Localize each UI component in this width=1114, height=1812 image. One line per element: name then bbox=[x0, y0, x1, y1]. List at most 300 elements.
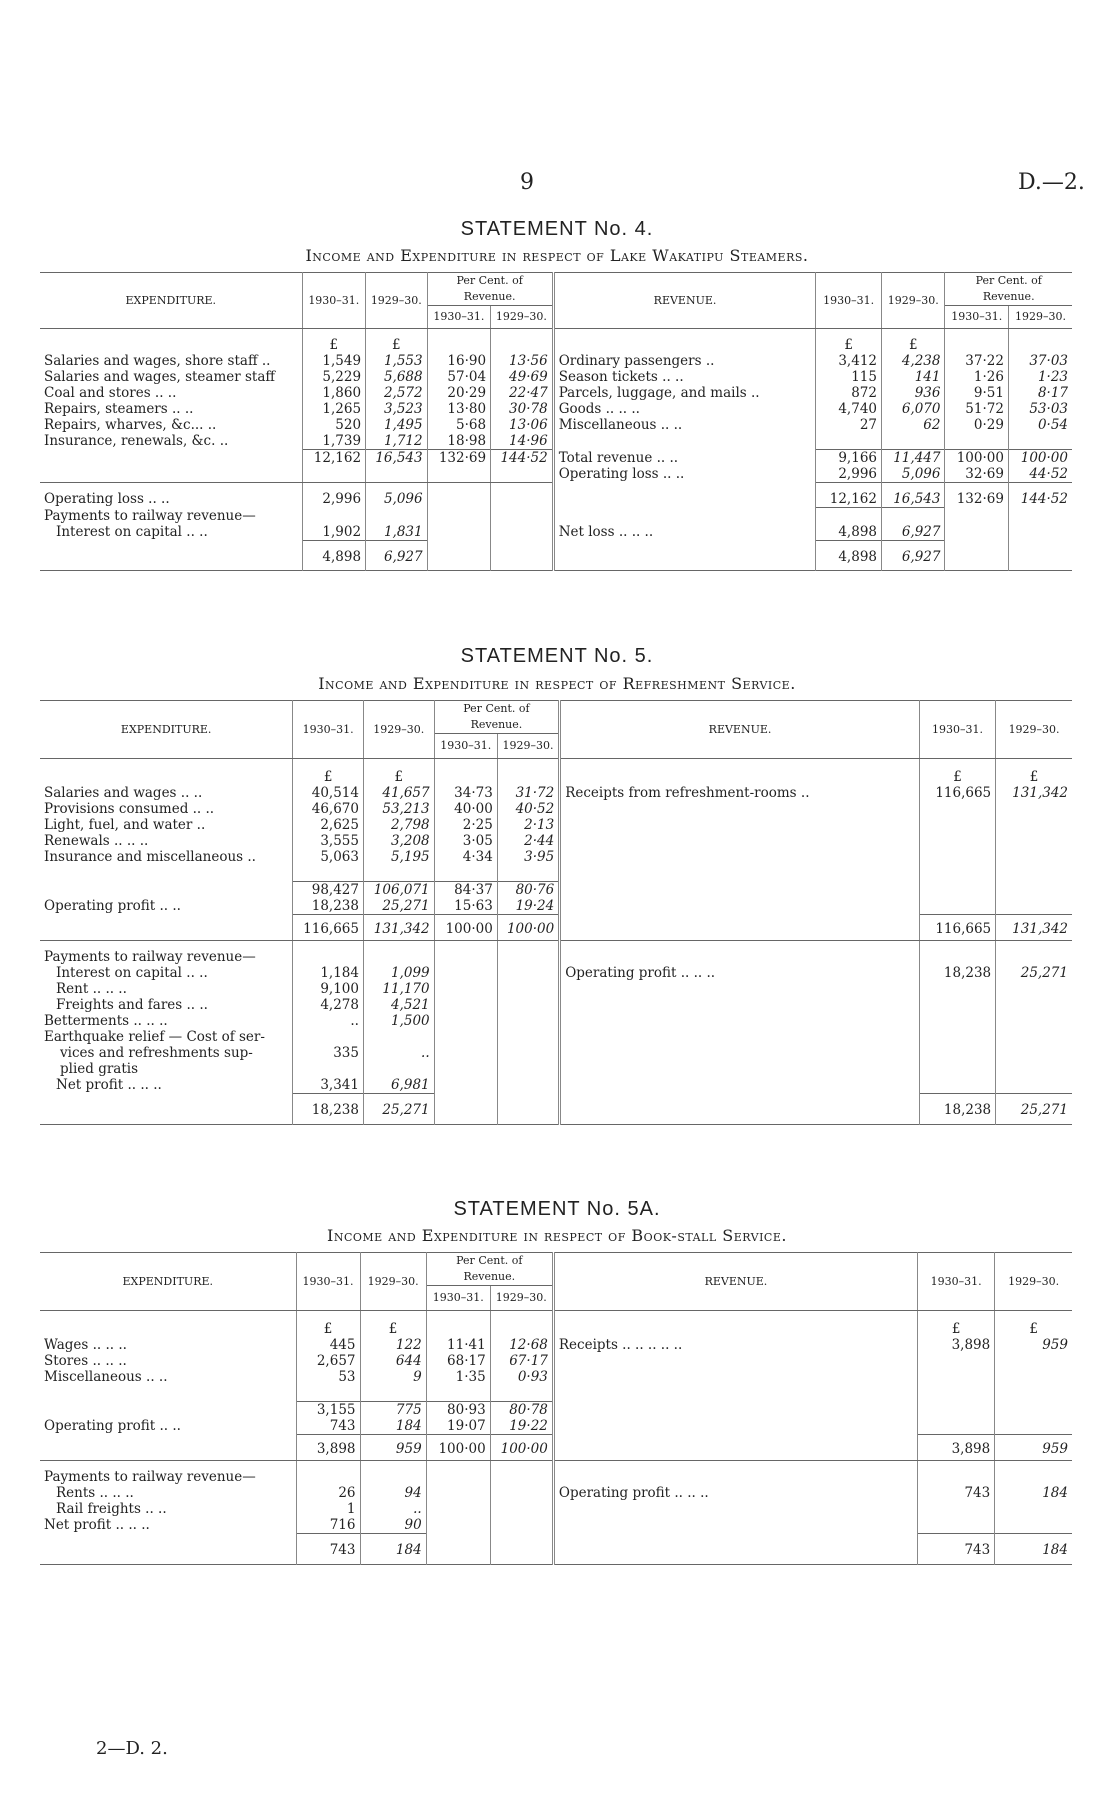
table-row bbox=[40, 1369, 1072, 1385]
table-row bbox=[40, 801, 1072, 817]
row-label: Parcels, luggage, and mails .. bbox=[553, 385, 816, 401]
revenue-header: REVENUE. bbox=[553, 273, 816, 329]
table-row bbox=[40, 369, 1072, 385]
value: 2,996 bbox=[816, 466, 882, 483]
value: 115 bbox=[816, 369, 882, 385]
percent: 31·72 bbox=[497, 785, 559, 801]
table-row bbox=[40, 965, 1072, 981]
value: 25,271 bbox=[996, 965, 1072, 981]
percent: 67·17 bbox=[490, 1353, 553, 1369]
row-label: Wages .. .. .. bbox=[44, 1337, 127, 1353]
percent: 37·22 bbox=[945, 353, 1008, 369]
row-label: Operating profit .. .. bbox=[44, 1417, 181, 1434]
col-1929-30: 1929–30. bbox=[360, 1253, 426, 1311]
col-pct-1929-30: 1929–30. bbox=[497, 734, 559, 759]
statement-5a-title: STATEMENT No. 5A. bbox=[453, 1198, 661, 1220]
row-label: Stores .. .. .. bbox=[44, 1353, 127, 1369]
total: 184 bbox=[360, 1534, 426, 1565]
value: 141 bbox=[882, 369, 945, 385]
value: 40,514 bbox=[293, 785, 364, 801]
percent: 8·17 bbox=[1008, 385, 1072, 401]
currency-symbol: £ bbox=[360, 1311, 426, 1338]
value: 5,688 bbox=[366, 369, 428, 385]
value: 644 bbox=[360, 1353, 426, 1369]
subtotal: 775 bbox=[360, 1401, 426, 1418]
table-row bbox=[40, 1434, 1072, 1461]
value: 122 bbox=[360, 1337, 426, 1353]
value: 3,412 bbox=[816, 353, 882, 369]
percent: 53·03 bbox=[1008, 401, 1072, 417]
total: 6,927 bbox=[882, 540, 945, 571]
percent: 44·52 bbox=[1008, 466, 1072, 483]
table-row bbox=[40, 508, 1072, 524]
percent: 13·06 bbox=[491, 417, 554, 433]
value: 1,902 bbox=[302, 524, 365, 541]
value: 4,521 bbox=[363, 997, 434, 1013]
value: 959 bbox=[995, 1337, 1072, 1353]
value: 1,265 bbox=[302, 401, 365, 417]
percent: 11·41 bbox=[426, 1337, 490, 1353]
earthquake-label-line: Earthquake relief — Cost of ser- bbox=[44, 1029, 265, 1045]
row-label: Total revenue .. .. bbox=[553, 450, 816, 467]
row-label: Provisions consumed .. .. bbox=[44, 801, 215, 817]
total: 16,543 bbox=[366, 450, 428, 467]
value: 1,860 bbox=[302, 385, 365, 401]
value: 3,523 bbox=[366, 401, 428, 417]
row-label: Insurance, renewals, &c. .. bbox=[44, 433, 229, 449]
revenue-header: REVENUE. bbox=[560, 701, 920, 759]
expenditure-header: EXPENDITURE. bbox=[40, 273, 302, 329]
percent: 84·37 bbox=[434, 881, 497, 898]
col-1930-31: 1930–31. bbox=[293, 701, 364, 759]
row-label: Operating profit .. .. .. bbox=[553, 1485, 917, 1501]
value: 4,740 bbox=[816, 401, 882, 417]
percent: 1·35 bbox=[426, 1369, 490, 1385]
value: 3,555 bbox=[293, 833, 364, 849]
total: 116,665 bbox=[919, 914, 995, 941]
row-label: Renewals .. .. .. bbox=[44, 833, 149, 849]
statement-4-subtitle: Income and Expenditure in respect of Lake Wakatipu Steamers. bbox=[305, 246, 809, 265]
total: 6,927 bbox=[366, 540, 428, 571]
row-label: Betterments .. .. .. bbox=[44, 1013, 168, 1029]
percent: 14·96 bbox=[491, 433, 554, 450]
col-pct-1929-30: 1929–30. bbox=[1008, 306, 1072, 329]
value: 53,213 bbox=[363, 801, 434, 817]
row-label: Receipts from refreshment-rooms .. bbox=[560, 785, 920, 801]
value: 46,670 bbox=[293, 801, 364, 817]
total: 116,665 bbox=[293, 914, 364, 941]
per-cent-header: Per Cent. of Revenue. bbox=[434, 701, 560, 734]
percent-total: 100·00 bbox=[945, 450, 1008, 467]
row-label: Operating loss .. .. bbox=[553, 466, 816, 483]
percent: 15·63 bbox=[434, 898, 497, 915]
currency-symbol: £ bbox=[293, 759, 364, 786]
currency-symbol: £ bbox=[995, 1311, 1072, 1338]
expenditure-header: EXPENDITURE. bbox=[40, 1253, 296, 1311]
col-1929-30: 1929–30. bbox=[995, 1253, 1072, 1311]
subtotal: 3,155 bbox=[296, 1401, 360, 1418]
percent: 19·07 bbox=[426, 1418, 490, 1435]
percent: 2·44 bbox=[497, 833, 559, 849]
col-1930-31: 1930–31. bbox=[302, 273, 365, 329]
value: 18,238 bbox=[919, 965, 995, 981]
table-row bbox=[40, 401, 1072, 417]
per-cent-header: Per Cent. of Revenue. bbox=[427, 273, 553, 306]
row-label: Operating profit .. .. .. bbox=[560, 965, 920, 981]
value: 6,927 bbox=[882, 524, 945, 541]
statement-5-subtitle: Income and Expenditure in respect of Refreshment Service. bbox=[318, 674, 796, 693]
row-label bbox=[40, 1029, 293, 1077]
table-row bbox=[40, 997, 1072, 1013]
value: 1,712 bbox=[366, 433, 428, 450]
section-heading: Payments to railway revenue— bbox=[44, 1469, 256, 1485]
row-label: Receipts .. .. .. .. .. bbox=[553, 1337, 917, 1353]
table-row bbox=[40, 540, 1072, 571]
percent: 3·05 bbox=[434, 833, 497, 849]
col-1929-30: 1929–30. bbox=[882, 273, 945, 329]
table-row bbox=[40, 1029, 1072, 1077]
total: 743 bbox=[918, 1534, 995, 1565]
value: 335 bbox=[293, 1029, 364, 1077]
subtotal: 106,071 bbox=[363, 881, 434, 898]
page-number: 9 bbox=[520, 170, 534, 195]
total: 25,271 bbox=[363, 1094, 434, 1125]
percent: 0·54 bbox=[1008, 417, 1072, 433]
currency-symbol: £ bbox=[882, 329, 945, 354]
table-row bbox=[40, 1094, 1072, 1125]
currency-symbol: £ bbox=[918, 1311, 995, 1338]
percent-total: 144·52 bbox=[491, 450, 554, 467]
revenue-header: REVENUE. bbox=[553, 1253, 917, 1311]
value: 3,208 bbox=[363, 833, 434, 849]
table-row bbox=[40, 1418, 1072, 1435]
table-row bbox=[40, 817, 1072, 833]
percent: 19·24 bbox=[497, 898, 559, 915]
row-label: Salaries and wages, steamer staff bbox=[44, 369, 275, 385]
table-row bbox=[40, 1013, 1072, 1029]
percent: 2·25 bbox=[434, 817, 497, 833]
value: 872 bbox=[816, 385, 882, 401]
value: 1 bbox=[296, 1501, 360, 1517]
table-row bbox=[40, 1353, 1072, 1369]
value: 116,665 bbox=[919, 785, 995, 801]
percent: 1·23 bbox=[1008, 369, 1072, 385]
percent: 51·72 bbox=[945, 401, 1008, 417]
statement-5a-subtitle: Income and Expenditure in respect of Book-stall Service. bbox=[327, 1226, 787, 1245]
value: 4,898 bbox=[816, 524, 882, 541]
row-label: Rents .. .. .. bbox=[56, 1485, 134, 1501]
col-1930-31: 1930–31. bbox=[816, 273, 882, 329]
earthquake-label-line: plied gratis bbox=[60, 1061, 139, 1077]
value: .. bbox=[293, 1013, 364, 1029]
table-row bbox=[40, 483, 1072, 508]
value: 5,063 bbox=[293, 849, 364, 865]
table-row bbox=[40, 849, 1072, 865]
total: 18,238 bbox=[919, 1094, 995, 1125]
currency-symbol: £ bbox=[363, 759, 434, 786]
percent: 40·52 bbox=[497, 801, 559, 817]
value: 1,549 bbox=[302, 353, 365, 369]
earthquake-label-line: vices and refreshments sup- bbox=[60, 1045, 253, 1061]
percent-total: 132·69 bbox=[945, 483, 1008, 508]
value: 6,981 bbox=[363, 1077, 434, 1094]
col-pct-1930-31: 1930–31. bbox=[426, 1286, 490, 1311]
percent: 57·04 bbox=[427, 369, 490, 385]
table-row bbox=[40, 914, 1072, 941]
row-label: Insurance and miscellaneous .. bbox=[44, 849, 256, 865]
row-label: Net profit .. .. .. bbox=[44, 1517, 150, 1533]
row-label: Operating loss .. .. bbox=[44, 491, 170, 507]
row-label: Miscellaneous .. .. bbox=[44, 1369, 168, 1385]
row-label: Repairs, wharves, &c... .. bbox=[44, 417, 217, 433]
total: 18,238 bbox=[293, 1094, 364, 1125]
percent: 40·00 bbox=[434, 801, 497, 817]
percent: 12·68 bbox=[490, 1337, 553, 1353]
value: 94 bbox=[360, 1485, 426, 1501]
row-label: Interest on capital .. .. bbox=[56, 965, 208, 981]
value: .. bbox=[360, 1501, 426, 1517]
value: 5,195 bbox=[363, 849, 434, 865]
percent: 2·13 bbox=[497, 817, 559, 833]
value: 4,278 bbox=[293, 997, 364, 1013]
statement-5a-table bbox=[40, 1252, 1072, 1565]
table-row bbox=[40, 1517, 1072, 1534]
value: 2,798 bbox=[363, 817, 434, 833]
value: 2,572 bbox=[366, 385, 428, 401]
row-label: Net loss .. .. .. bbox=[553, 524, 816, 541]
total: 11,447 bbox=[882, 450, 945, 467]
percent: 80·78 bbox=[490, 1401, 553, 1418]
col-pct-1929-30: 1929–30. bbox=[490, 1286, 553, 1311]
percent: 13·80 bbox=[427, 401, 490, 417]
percent: 0·29 bbox=[945, 417, 1008, 433]
value: 743 bbox=[296, 1418, 360, 1435]
value: 2,996 bbox=[302, 483, 365, 508]
percent-total: 100·00 bbox=[490, 1434, 553, 1461]
total: 959 bbox=[995, 1434, 1072, 1461]
table-row bbox=[40, 1501, 1072, 1517]
percent: 20·29 bbox=[427, 385, 490, 401]
table-row bbox=[40, 898, 1072, 915]
table-row bbox=[40, 433, 1072, 450]
table-row bbox=[40, 353, 1072, 369]
per-cent-header: Per Cent. of Revenue. bbox=[426, 1253, 553, 1286]
row-label: Interest on capital .. .. bbox=[56, 523, 208, 540]
row-label: Net profit .. .. .. bbox=[56, 1077, 162, 1093]
percent: 9·51 bbox=[945, 385, 1008, 401]
percent: 49·69 bbox=[491, 369, 554, 385]
total: 12,162 bbox=[816, 483, 882, 508]
total: 743 bbox=[296, 1534, 360, 1565]
value: .. bbox=[363, 1029, 434, 1077]
value: 184 bbox=[360, 1418, 426, 1435]
value: 5,096 bbox=[882, 466, 945, 483]
percent-total: 100·00 bbox=[497, 914, 559, 941]
col-pct-1930-31: 1930–31. bbox=[945, 306, 1008, 329]
percent: 18·98 bbox=[427, 433, 490, 450]
table-row bbox=[40, 524, 1072, 541]
percent-total: 100·00 bbox=[1008, 450, 1072, 467]
row-label: Repairs, steamers .. .. bbox=[44, 401, 194, 417]
value: 3,898 bbox=[918, 1337, 995, 1353]
col-pct-1929-30: 1929–30. bbox=[491, 306, 554, 329]
row-label: Operating profit .. .. bbox=[44, 897, 181, 914]
row-label: Rent .. .. .. bbox=[56, 981, 127, 997]
table-row bbox=[40, 417, 1072, 433]
row-label: Goods .. .. .. bbox=[553, 401, 816, 417]
total: 131,342 bbox=[363, 914, 434, 941]
total: 3,898 bbox=[918, 1434, 995, 1461]
table-row bbox=[40, 881, 1072, 898]
col-1930-31: 1930–31. bbox=[919, 701, 995, 759]
percent: 80·76 bbox=[497, 881, 559, 898]
table-row bbox=[40, 450, 1072, 467]
total: 4,898 bbox=[816, 540, 882, 571]
col-1930-31: 1930–31. bbox=[296, 1253, 360, 1311]
statement-4-table bbox=[40, 272, 1072, 571]
value: 1,553 bbox=[366, 353, 428, 369]
value: 1,495 bbox=[366, 417, 428, 433]
percent: 80·93 bbox=[426, 1401, 490, 1418]
statement-5-table bbox=[40, 700, 1072, 1125]
value: 1,500 bbox=[363, 1013, 434, 1029]
expenditure-header: EXPENDITURE. bbox=[40, 701, 293, 759]
section-heading: Payments to railway revenue— bbox=[44, 507, 256, 524]
currency-symbol: £ bbox=[302, 329, 365, 354]
total: 16,543 bbox=[882, 483, 945, 508]
col-1929-30: 1929–30. bbox=[363, 701, 434, 759]
value: 26 bbox=[296, 1485, 360, 1501]
row-label: Coal and stores .. .. bbox=[44, 385, 177, 401]
value: 936 bbox=[882, 385, 945, 401]
statement-4-title: STATEMENT No. 4. bbox=[460, 218, 654, 240]
table-row bbox=[40, 785, 1072, 801]
percent: 4·34 bbox=[434, 849, 497, 865]
value: 445 bbox=[296, 1337, 360, 1353]
total: 3,898 bbox=[296, 1434, 360, 1461]
row-label: Salaries and wages .. .. bbox=[44, 785, 203, 801]
row-label: Light, fuel, and water .. bbox=[44, 817, 206, 833]
value: 5,229 bbox=[302, 369, 365, 385]
row-label: Miscellaneous .. .. bbox=[553, 417, 816, 433]
percent-total: 144·52 bbox=[1008, 483, 1072, 508]
percent: 30·78 bbox=[491, 401, 554, 417]
table-row bbox=[40, 1401, 1072, 1418]
value: 25,271 bbox=[363, 898, 434, 915]
currency-symbol: £ bbox=[366, 329, 428, 354]
percent: 3·95 bbox=[497, 849, 559, 865]
subtotal: 98,427 bbox=[293, 881, 364, 898]
percent-total: 100·00 bbox=[434, 914, 497, 941]
value: 53 bbox=[296, 1369, 360, 1385]
row-label: Ordinary passengers .. bbox=[553, 353, 816, 369]
total: 4,898 bbox=[302, 540, 365, 571]
total: 12,162 bbox=[302, 450, 365, 467]
col-1929-30: 1929–30. bbox=[366, 273, 428, 329]
value: 2,625 bbox=[293, 817, 364, 833]
page-footer-code: 2—D. 2. bbox=[96, 1738, 168, 1759]
value: 1,184 bbox=[293, 965, 364, 981]
row-label: Rail freights .. .. bbox=[56, 1501, 167, 1517]
currency-symbol: £ bbox=[296, 1311, 360, 1338]
table-row bbox=[40, 833, 1072, 849]
percent: 34·73 bbox=[434, 785, 497, 801]
percent: 0·93 bbox=[490, 1369, 553, 1385]
value: 716 bbox=[296, 1517, 360, 1534]
col-1930-31: 1930–31. bbox=[918, 1253, 995, 1311]
table-row bbox=[40, 1077, 1072, 1094]
row-label: Salaries and wages, shore staff .. bbox=[44, 353, 271, 369]
row-label: Season tickets .. .. bbox=[553, 369, 816, 385]
value: 90 bbox=[360, 1517, 426, 1534]
value: 2,657 bbox=[296, 1353, 360, 1369]
col-pct-1930-31: 1930–31. bbox=[427, 306, 490, 329]
row-label: Freights and fares .. .. bbox=[56, 997, 208, 1013]
total: 959 bbox=[360, 1434, 426, 1461]
table-row bbox=[40, 981, 1072, 997]
table-row bbox=[40, 1337, 1072, 1353]
col-1929-30: 1929–30. bbox=[996, 701, 1072, 759]
value: 3,341 bbox=[293, 1077, 364, 1094]
value: 4,238 bbox=[882, 353, 945, 369]
value: 5,096 bbox=[366, 483, 428, 508]
page-code: D.—2. bbox=[1018, 170, 1085, 195]
value: 184 bbox=[995, 1485, 1072, 1501]
percent: 5·68 bbox=[427, 417, 490, 433]
percent: 19·22 bbox=[490, 1418, 553, 1435]
table-row bbox=[40, 385, 1072, 401]
statement-5-title: STATEMENT No. 5. bbox=[460, 645, 654, 667]
total: 9,166 bbox=[816, 450, 882, 467]
value: 1,739 bbox=[302, 433, 365, 450]
percent-total: 100·00 bbox=[426, 1434, 490, 1461]
total: 131,342 bbox=[996, 914, 1072, 941]
percent: 37·03 bbox=[1008, 353, 1072, 369]
total: 25,271 bbox=[996, 1094, 1072, 1125]
table-row bbox=[40, 941, 1072, 966]
value: 41,657 bbox=[363, 785, 434, 801]
value: 1,099 bbox=[363, 965, 434, 981]
table-row bbox=[40, 1485, 1072, 1501]
value: 62 bbox=[882, 417, 945, 433]
percent: 22·47 bbox=[491, 385, 554, 401]
percent: 32·69 bbox=[945, 466, 1008, 483]
col-pct-1930-31: 1930–31. bbox=[434, 734, 497, 759]
value: 131,342 bbox=[996, 785, 1072, 801]
section-heading: Payments to railway revenue— bbox=[44, 949, 256, 965]
table-row bbox=[40, 466, 1072, 483]
currency-symbol: £ bbox=[816, 329, 882, 354]
table-row bbox=[40, 1534, 1072, 1565]
value: 6,070 bbox=[882, 401, 945, 417]
value: 27 bbox=[816, 417, 882, 433]
percent-total: 132·69 bbox=[427, 450, 490, 467]
percent: 16·90 bbox=[427, 353, 490, 369]
value: 1,831 bbox=[366, 524, 428, 541]
percent: 13·56 bbox=[491, 353, 554, 369]
value: 9,100 bbox=[293, 981, 364, 997]
value: 9 bbox=[360, 1369, 426, 1385]
value: 18,238 bbox=[293, 898, 364, 915]
percent: 1·26 bbox=[945, 369, 1008, 385]
currency-symbol: £ bbox=[996, 759, 1072, 786]
total: 184 bbox=[995, 1534, 1072, 1565]
value: 743 bbox=[918, 1485, 995, 1501]
per-cent-header: Per Cent. of Revenue. bbox=[945, 273, 1072, 306]
currency-symbol: £ bbox=[919, 759, 995, 786]
percent: 68·17 bbox=[426, 1353, 490, 1369]
value: 11,170 bbox=[363, 981, 434, 997]
